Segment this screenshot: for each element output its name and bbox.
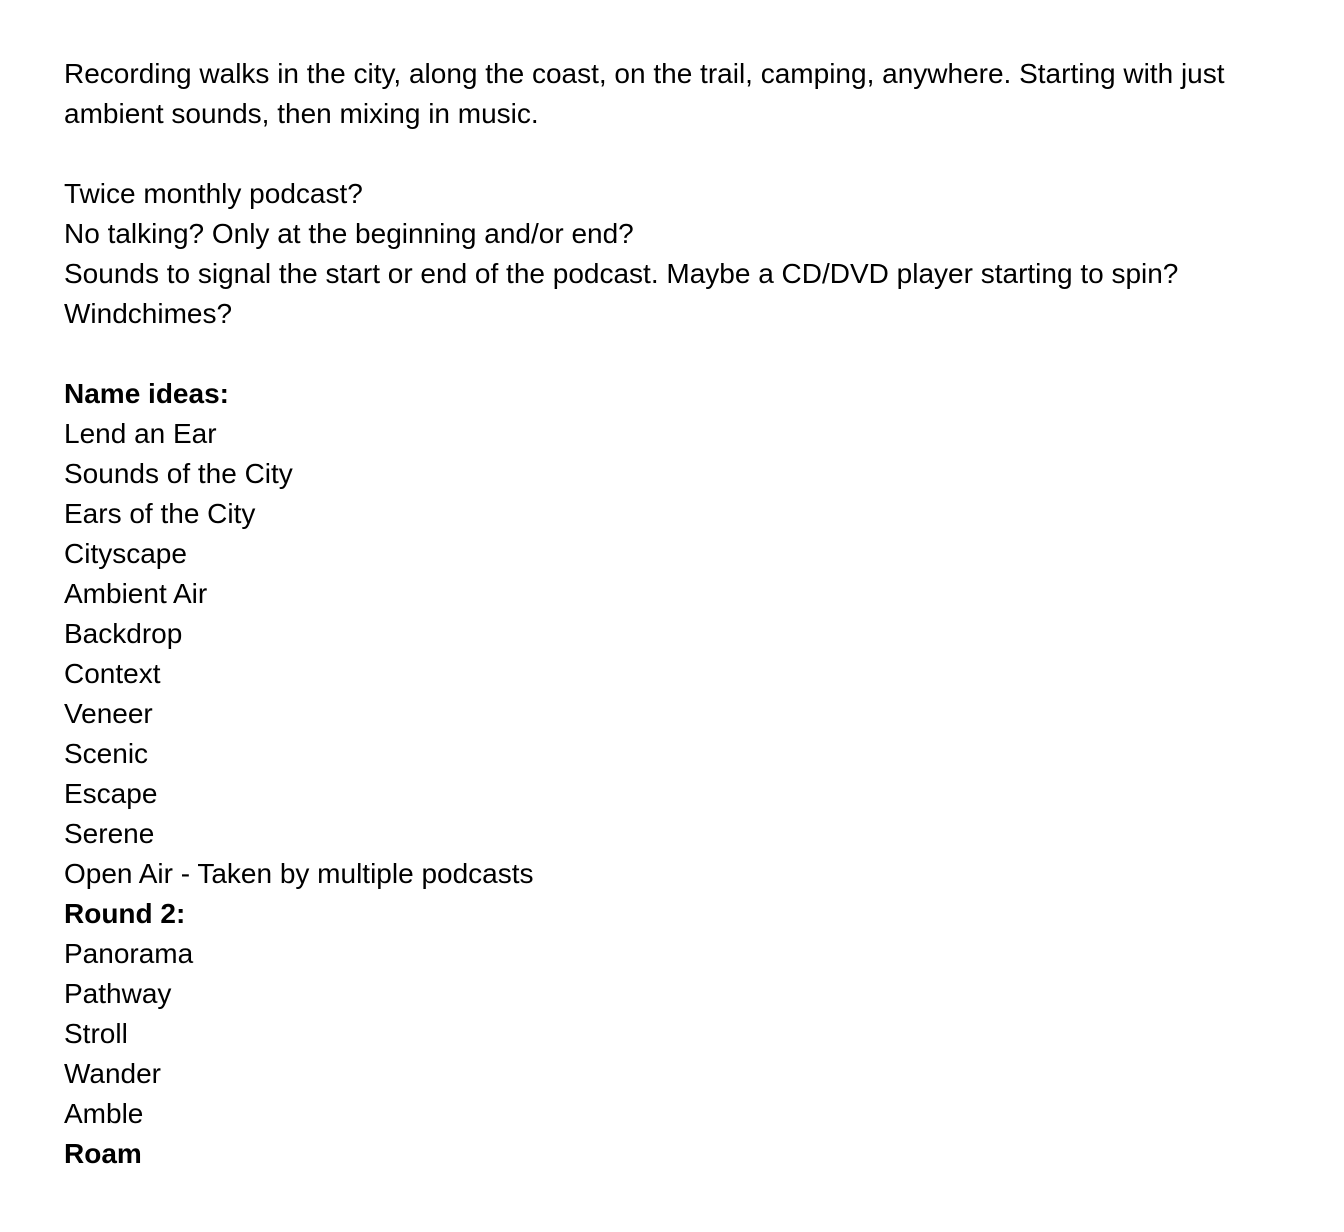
round-2-final-pick: Roam <box>64 1138 142 1169</box>
blank-line <box>64 134 1304 174</box>
blank-line <box>64 334 1304 374</box>
name-idea-item: Scenic <box>64 738 149 769</box>
round-2-item: Pathway <box>64 978 172 1009</box>
name-idea-item: Context <box>64 658 161 689</box>
question-line-3: Sounds to signal the start or end of the podcast. Maybe a CD/DVD player starting to spin? <box>64 258 1179 289</box>
name-idea-item: Serene <box>64 818 155 849</box>
name-idea-item: Ears of the City <box>64 498 256 529</box>
name-idea-item: Ambient Air <box>64 578 208 609</box>
document-body <box>64 54 1304 1174</box>
round-2-item: Amble <box>64 1098 144 1129</box>
name-idea-item: Veneer <box>64 698 153 729</box>
intro-line-1: Recording walks in the city, along the coast, on the trail, camping, anywhere. Starting with just <box>64 58 1225 89</box>
question-line-2: No talking? Only at the beginning and/or end? <box>64 218 634 249</box>
name-idea-item: Backdrop <box>64 618 183 649</box>
name-idea-item: Cityscape <box>64 538 187 569</box>
round-2-heading: Round 2: <box>64 898 186 929</box>
question-line-1: Twice monthly podcast? <box>64 178 363 209</box>
name-ideas-heading: Name ideas: <box>64 378 229 409</box>
name-idea-item: Sounds of the City <box>64 458 293 489</box>
name-idea-item: Open Air - Taken by multiple podcasts <box>64 858 534 889</box>
intro-line-2: ambient sounds, then mixing in music. <box>64 98 539 129</box>
round-2-item: Stroll <box>64 1018 128 1049</box>
name-idea-item: Escape <box>64 778 158 809</box>
question-line-4: Windchimes? <box>64 298 233 329</box>
round-2-item: Panorama <box>64 938 194 969</box>
name-idea-item: Lend an Ear <box>64 418 217 449</box>
round-2-item: Wander <box>64 1058 162 1089</box>
